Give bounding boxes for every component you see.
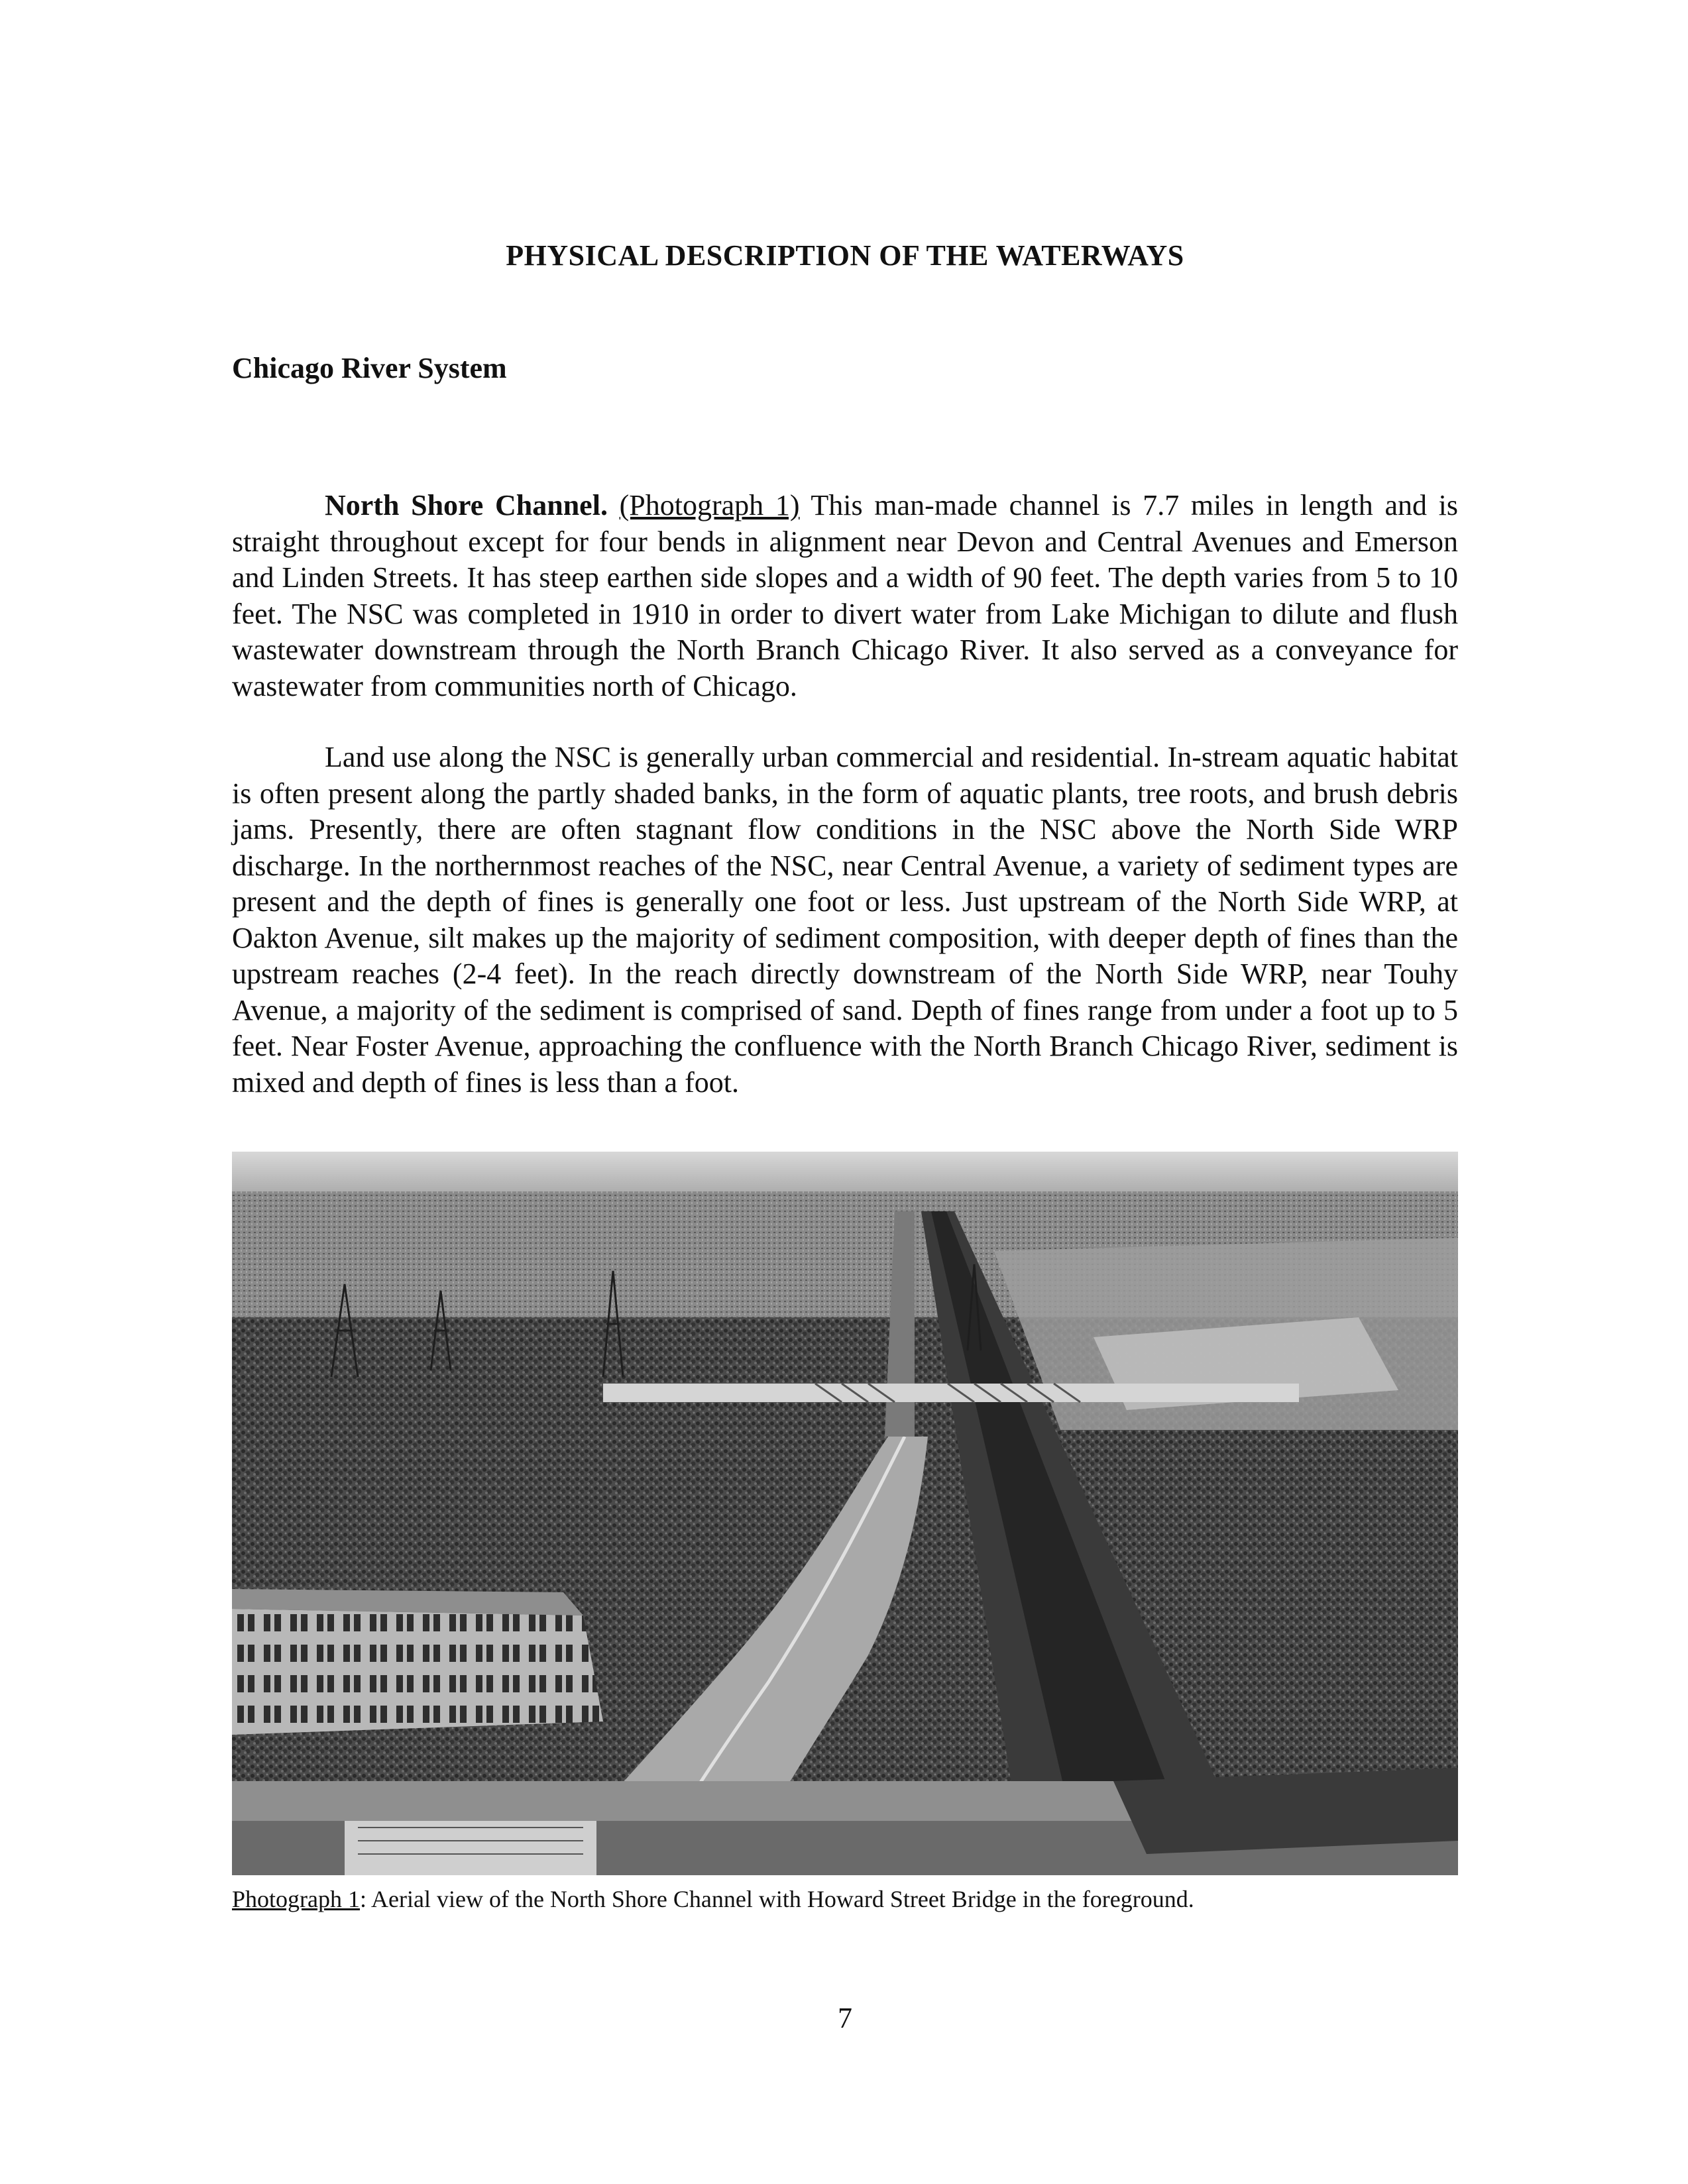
caption-separator: :	[360, 1886, 367, 1912]
caption-text: Aerial view of the North Shore Channel with Howard Street Bridge in the foreground.	[366, 1886, 1194, 1912]
aerial-photograph	[232, 1152, 1458, 1875]
paragraph-land-use: Land use along the NSC is generally urban commercial and residential. In-stream aquatic habitat is often present along the partly shaded banks, in the form of aquatic plants, tree roots, and brush debris jams. Presently, there are often stagnant flow conditions in the NSC above the North Side WRP discharge. In the northernmost reaches of the NSC, near Central Avenue, a variety of sediment types are present and the depth of fines is generally one foot or less. Just upstream of the North Side WRP, at Oakton Avenue, silt makes up the majority of sediment composition, with deeper depth of fines than the upstream reaches (2-4 feet). In the reach directly downstream of the North Side WRP, near Touhy Avenue, a majority of the sediment is comprised of sand. Depth of fines range from under a foot up to 5 feet. Near Foster Avenue, approaching the confluence with the North Branch Chicago River, sediment is mixed and depth of fines is less than a foot.	[232, 741, 1458, 1099]
page-number: 7	[838, 2002, 852, 2034]
page-title: PHYSICAL DESCRIPTION OF THE WATERWAYS	[506, 239, 1184, 272]
run-in-heading: North Shore Channel.	[325, 489, 608, 521]
paragraph-text: This man-made channel is 7.7 miles in length and is straight throughout except for four bends in alignment near Devon and Central Avenues and Emerson and Linden Streets. It has steep earthen side slopes and a width of 90 feet. The depth varies from 5 to 10 feet. The NSC was completed in 1910 in order to divert water from Lake Michigan to dilute and flush wastewater downstream through the North Branch Chicago River. It also served as a conveyance for wastewater from communities north of Chicago.	[232, 489, 1459, 702]
caption-label: Photograph 1	[232, 1886, 360, 1912]
photograph-reference: (Photograph 1)	[619, 489, 800, 521]
section-heading: Chicago River System	[232, 352, 507, 384]
paragraph-north-shore-channel	[232, 488, 1458, 704]
photo-caption	[232, 1884, 1458, 1914]
